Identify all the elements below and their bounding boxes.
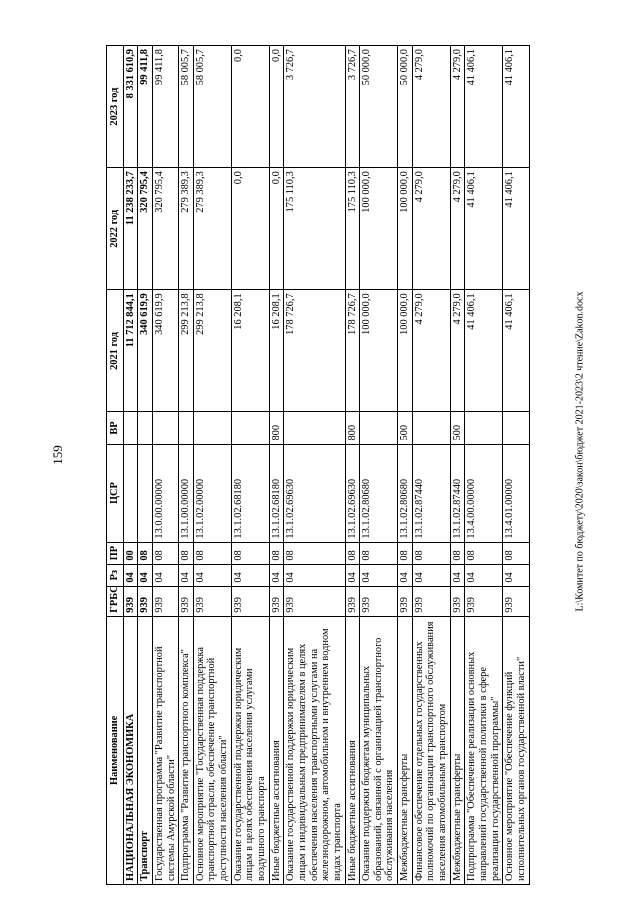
- cell-name: Межбюджетные трансферты: [450, 616, 465, 884]
- cell-csr: 13.4.01.00000: [503, 444, 529, 542]
- cell-pr: 08: [345, 542, 360, 564]
- table-row: [450, 46, 465, 885]
- cell-year-2022: 0,0: [269, 168, 284, 290]
- cell-grbs: 939: [179, 586, 194, 616]
- cell-vr: [284, 412, 345, 444]
- cell-pr: 08: [450, 542, 465, 564]
- cell-name: Основное мероприятие "Государственная поддержка транспортной отрасли, обеспечение транспортной доступности населения области": [193, 616, 231, 884]
- cell-csr: 13.0.00.00000: [152, 444, 178, 542]
- header-vr: ВР: [107, 412, 124, 444]
- cell-pr: 08: [269, 542, 284, 564]
- cell-name: Государственная программа "Развитие транспортной системы Амурской области": [152, 616, 178, 884]
- cell-name: Иные бюджетные ассигнования: [345, 616, 360, 884]
- table-row: [398, 46, 413, 885]
- cell-vr: [152, 412, 178, 444]
- cell-vr: [179, 412, 194, 444]
- cell-rz: 04: [179, 564, 194, 586]
- cell-pr: 08: [412, 542, 450, 564]
- cell-csr: [138, 444, 153, 542]
- cell-year-2021: 299 213,8: [179, 290, 194, 412]
- table-row: [345, 46, 360, 885]
- cell-pr: 00: [123, 542, 138, 564]
- cell-year-2023: 58 005,7: [179, 46, 194, 168]
- cell-pr: 08: [179, 542, 194, 564]
- cell-pr: 08: [360, 542, 398, 564]
- cell-year-2021: 340 619,9: [138, 290, 153, 412]
- cell-year-2021: 41 406,1: [503, 290, 529, 412]
- table-row: [269, 46, 284, 885]
- footer-file-path: L:\Комитет по бюджету\2020\закон\бюджет 2021-2023\2 чтение\Zakon.docx: [574, 291, 586, 612]
- cell-rz: 04: [450, 564, 465, 586]
- cell-name: Подпрограмма "Обеспечение реализации основных направлений государственной политики в сфере реализации государственной программы": [465, 616, 503, 884]
- table-row: [503, 46, 529, 885]
- cell-year-2022: 4 279,0: [450, 168, 465, 290]
- cell-csr: 13.1.02.68180: [269, 444, 284, 542]
- cell-year-2022: 4 279,0: [412, 168, 450, 290]
- cell-year-2023: 8 331 610,9: [123, 46, 138, 168]
- cell-year-2022: 0,0: [231, 168, 269, 290]
- header-year-2022: 2022 год: [107, 168, 124, 290]
- header-rz: Рз: [107, 564, 124, 586]
- cell-year-2023: 99 411,8: [152, 46, 178, 168]
- table-row: [123, 46, 138, 885]
- cell-year-2023: 58 005,7: [193, 46, 231, 168]
- cell-csr: 13.1.02.69630: [284, 444, 345, 542]
- cell-name: Транспорт: [138, 616, 153, 884]
- cell-csr: 13.4.00.00000: [465, 444, 503, 542]
- cell-pr: 08: [193, 542, 231, 564]
- cell-name: Иные бюджетные ассигнования: [269, 616, 284, 884]
- cell-year-2023: 50 000,0: [398, 46, 413, 168]
- cell-name: Подпрограмма "Развитие транспортного комплекса": [179, 616, 194, 884]
- table-row: [360, 46, 398, 885]
- cell-year-2023: 41 406,1: [465, 46, 503, 168]
- cell-grbs: 939: [503, 586, 529, 616]
- cell-csr: 13.1.00.00000: [179, 444, 194, 542]
- header-pr: ПР: [107, 542, 124, 564]
- cell-rz: 04: [360, 564, 398, 586]
- cell-pr: 08: [465, 542, 503, 564]
- cell-rz: 04: [503, 564, 529, 586]
- cell-pr: 08: [231, 542, 269, 564]
- cell-year-2022: 320 795,4: [138, 168, 153, 290]
- cell-year-2021: 178 726,7: [345, 290, 360, 412]
- cell-pr: 08: [138, 542, 153, 564]
- cell-year-2022: 279 389,3: [193, 168, 231, 290]
- cell-vr: [193, 412, 231, 444]
- budget-table: [106, 45, 530, 885]
- cell-year-2022: 41 406,1: [503, 168, 529, 290]
- cell-rz: 04: [123, 564, 138, 586]
- cell-year-2023: 0,0: [269, 46, 284, 168]
- page-number: 159: [50, 445, 65, 465]
- cell-year-2023: 4 279,0: [412, 46, 450, 168]
- cell-year-2023: 0,0: [231, 46, 269, 168]
- cell-year-2022: 175 110,3: [345, 168, 360, 290]
- cell-year-2022: 11 238 233,7: [123, 168, 138, 290]
- cell-rz: 04: [465, 564, 503, 586]
- cell-year-2021: 16 208,1: [269, 290, 284, 412]
- cell-vr: [503, 412, 529, 444]
- table-row: [231, 46, 269, 885]
- cell-rz: 04: [152, 564, 178, 586]
- cell-csr: 13.1.02.69630: [345, 444, 360, 542]
- cell-csr: [123, 444, 138, 542]
- table-row: [465, 46, 503, 885]
- cell-year-2021: 340 619,9: [152, 290, 178, 412]
- cell-csr: 13.1.02.80680: [360, 444, 398, 542]
- table-row: [152, 46, 178, 885]
- cell-rz: 04: [231, 564, 269, 586]
- cell-name: НАЦИОНАЛЬНАЯ ЭКОНОМИКА: [123, 616, 138, 884]
- cell-year-2022: 100 000,0: [360, 168, 398, 290]
- cell-pr: 08: [284, 542, 345, 564]
- cell-year-2021: 16 208,1: [231, 290, 269, 412]
- cell-vr: 500: [398, 412, 413, 444]
- cell-year-2021: 100 000,0: [360, 290, 398, 412]
- cell-year-2023: 99 411,8: [138, 46, 153, 168]
- table-row: [193, 46, 231, 885]
- cell-grbs: 939: [398, 586, 413, 616]
- cell-csr: 13.1.02.87440: [412, 444, 450, 542]
- cell-grbs: 939: [412, 586, 450, 616]
- cell-vr: [231, 412, 269, 444]
- cell-grbs: 939: [345, 586, 360, 616]
- cell-vr: [360, 412, 398, 444]
- cell-pr: 08: [503, 542, 529, 564]
- cell-year-2022: 100 000,0: [398, 168, 413, 290]
- cell-year-2023: 50 000,0: [360, 46, 398, 168]
- cell-vr: [465, 412, 503, 444]
- cell-grbs: 939: [123, 586, 138, 616]
- cell-csr: 13.1.02.00000: [193, 444, 231, 542]
- cell-rz: 04: [345, 564, 360, 586]
- cell-year-2021: 100 000,0: [398, 290, 413, 412]
- cell-rz: 04: [193, 564, 231, 586]
- cell-vr: [138, 412, 153, 444]
- table-row: [284, 46, 345, 885]
- cell-grbs: 939: [138, 586, 153, 616]
- cell-name: Основное мероприятие "Обеспечение функций исполнительных органов государственной власти": [503, 616, 529, 884]
- header-year-2023: 2023 год: [107, 46, 124, 168]
- table-body: [123, 46, 529, 885]
- header-csr: ЦСР: [107, 444, 124, 542]
- cell-csr: 13.1.02.80680: [398, 444, 413, 542]
- cell-grbs: 939: [152, 586, 178, 616]
- cell-grbs: 939: [450, 586, 465, 616]
- cell-year-2021: 299 213,8: [193, 290, 231, 412]
- cell-vr: [123, 412, 138, 444]
- cell-grbs: 939: [231, 586, 269, 616]
- cell-rz: 04: [269, 564, 284, 586]
- cell-csr: 13.1.02.68180: [231, 444, 269, 542]
- cell-year-2023: 41 406,1: [503, 46, 529, 168]
- header-year-2021: 2021 год: [107, 290, 124, 412]
- header-name: Наименование: [107, 616, 124, 884]
- cell-year-2022: 41 406,1: [465, 168, 503, 290]
- cell-grbs: 939: [465, 586, 503, 616]
- cell-name: Межбюджетные трансферты: [398, 616, 413, 884]
- cell-grbs: 939: [360, 586, 398, 616]
- cell-year-2021: 4 279,0: [412, 290, 450, 412]
- cell-pr: 08: [398, 542, 413, 564]
- cell-vr: 800: [345, 412, 360, 444]
- cell-year-2023: 3 726,7: [284, 46, 345, 168]
- cell-csr: 13.1.02.87440: [450, 444, 465, 542]
- cell-name: Оказание государственной поддержки юридическим лицам и индивидуальным предпринимателям в целях обеспечения населения транспортными услугами на железнодорожном, автомобильном и внутреннем водном видах транспорта: [284, 616, 345, 884]
- cell-year-2021: 41 406,1: [465, 290, 503, 412]
- cell-rz: 04: [284, 564, 345, 586]
- cell-grbs: 939: [269, 586, 284, 616]
- header-grbs: ГРБС: [107, 586, 124, 616]
- cell-name: Оказание государственной поддержки юридическим лицам в целях обеспечения населения услугами воздушного транспорта: [231, 616, 269, 884]
- table-header-row: [107, 46, 124, 885]
- table-row: [412, 46, 450, 885]
- cell-year-2021: 178 726,7: [284, 290, 345, 412]
- cell-rz: 04: [398, 564, 413, 586]
- table-row: [179, 46, 194, 885]
- cell-year-2021: 4 279,0: [450, 290, 465, 412]
- cell-vr: 500: [450, 412, 465, 444]
- cell-rz: 04: [138, 564, 153, 586]
- cell-name: Финансовое обеспечение отдельных государственных полномочий по организации транспортного обслуживания населения автомобильным транспортом: [412, 616, 450, 884]
- cell-rz: 04: [412, 564, 450, 586]
- cell-year-2023: 4 279,0: [450, 46, 465, 168]
- cell-name: Оказание поддержки бюджетам муниципальных образований, связанной с организацией транспортного обслуживания населения: [360, 616, 398, 884]
- table-row: [138, 46, 153, 885]
- cell-grbs: 939: [193, 586, 231, 616]
- cell-vr: 800: [269, 412, 284, 444]
- cell-year-2022: 279 389,3: [179, 168, 194, 290]
- cell-grbs: 939: [284, 586, 345, 616]
- cell-year-2023: 3 726,7: [345, 46, 360, 168]
- cell-vr: [412, 412, 450, 444]
- cell-pr: 08: [152, 542, 178, 564]
- cell-year-2022: 175 110,3: [284, 168, 345, 290]
- cell-year-2021: 11 712 844,1: [123, 290, 138, 412]
- cell-year-2022: 320 795,4: [152, 168, 178, 290]
- rotated-budget-table-container: [106, 45, 566, 885]
